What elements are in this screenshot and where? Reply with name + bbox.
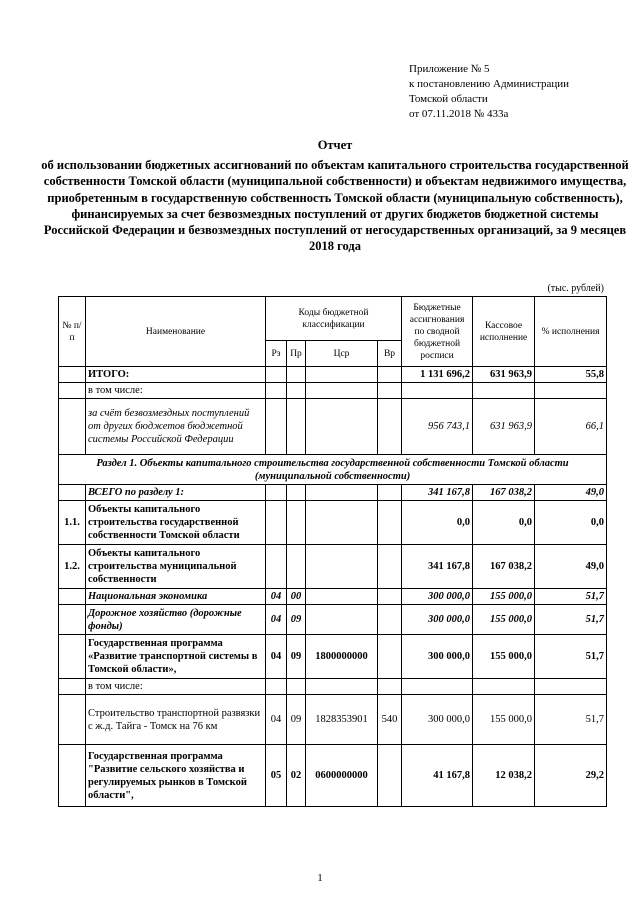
- row-pct: 66,1: [535, 399, 607, 455]
- row-csr: 1828353901: [306, 695, 378, 745]
- table-row-including: [59, 383, 607, 399]
- row-rz: 04: [266, 605, 287, 635]
- table-row-roads: [59, 605, 607, 635]
- row-name: Государственная программа «Развитие транспортной системы в Томской области»,: [86, 635, 266, 679]
- row-cash: 631 963,9: [473, 367, 535, 383]
- row-pct: 55,8: [535, 367, 607, 383]
- row-cash: 12 038,2: [473, 745, 535, 807]
- row-name: Объекты капитального строительства государственной собственности Томской области: [86, 501, 266, 545]
- report-subtitle: об использовании бюджетных ассигнований по объектам капитального строительства государственной собственности Томской области (муниципальной собственности) и объектам недвижимого имущества, приобретенным в государственную собственность Томской области (муниципальную собственность), финансируемых за счет безвозмездных поступлений от других бюджетов бюджетной системы Российской Федерации и безвозмездных поступлений от негосударственных организаций, за 9 месяцев 2018 года: [41, 158, 629, 254]
- row-vr: 540: [378, 695, 402, 745]
- row-name: ИТОГО:: [86, 367, 266, 383]
- row-pr: 00: [287, 589, 306, 605]
- row-cash: 155 000,0: [473, 589, 535, 605]
- header-csr: Цср: [306, 341, 378, 367]
- row-csr: 0600000000: [306, 745, 378, 807]
- row-pr: 09: [287, 695, 306, 745]
- row-pct: 51,7: [535, 605, 607, 635]
- header-vr: Вр: [378, 341, 402, 367]
- report-heading: Отчет: [317, 138, 353, 152]
- table-row-from-other-budgets: [59, 399, 607, 455]
- row-name: Строительство транспортной развязки с ж.д. Тайга - Томск на 76 км: [86, 695, 266, 745]
- header-rz: Рз: [266, 341, 287, 367]
- appendix-line-1: Приложение № 5: [409, 63, 490, 75]
- row-cash: 155 000,0: [473, 695, 535, 745]
- row-cash: 0,0: [473, 501, 535, 545]
- row-pct: 51,7: [535, 589, 607, 605]
- row-budget: 300 000,0: [402, 635, 473, 679]
- appendix-line-4: от 07.11.2018 № 433а: [409, 108, 509, 120]
- row-name: Дорожное хозяйство (дорожные фонды): [86, 605, 266, 635]
- row-name: Национальная экономика: [86, 589, 266, 605]
- row-name: Государственная программа "Развитие сельского хозяйства и регулируемых рынков в Томской области",: [86, 745, 266, 807]
- row-budget: 300 000,0: [402, 589, 473, 605]
- row-rz: 05: [266, 745, 287, 807]
- table-row-1-2: [59, 545, 607, 589]
- row-cash: 167 038,2: [473, 485, 535, 501]
- header-codes: Коды бюджетной классификации: [266, 297, 402, 341]
- header-pr: Пр: [287, 341, 306, 367]
- units-label: (тыс. рублей): [547, 283, 604, 294]
- row-name: ВСЕГО по разделу 1:: [86, 485, 266, 501]
- row-budget: 341 167,8: [402, 545, 473, 589]
- row-budget: 0,0: [402, 501, 473, 545]
- report-title: [40, 137, 630, 254]
- row-rz: 04: [266, 635, 287, 679]
- row-num: 1.2.: [59, 545, 86, 589]
- row-pr: 02: [287, 745, 306, 807]
- table-row-section-1: [59, 455, 607, 485]
- report-table: [58, 296, 607, 807]
- row-pct: 51,7: [535, 695, 607, 745]
- header-name: Наименование: [86, 297, 266, 367]
- row-rz: 04: [266, 589, 287, 605]
- header-cash: Кассовое исполнение: [473, 297, 535, 367]
- row-pct: 0,0: [535, 501, 607, 545]
- row-budget: 300 000,0: [402, 695, 473, 745]
- page-number: 1: [317, 872, 323, 884]
- row-cash: 167 038,2: [473, 545, 535, 589]
- section-title: Раздел 1. Объекты капитального строительства государственной собственности Томской области (муниципальной собственности): [59, 455, 607, 485]
- row-pr: 09: [287, 635, 306, 679]
- row-csr: 1800000000: [306, 635, 378, 679]
- row-pct: 51,7: [535, 635, 607, 679]
- row-pct: 29,2: [535, 745, 607, 807]
- row-budget: 341 167,8: [402, 485, 473, 501]
- table-row-including-2: [59, 679, 607, 695]
- row-num: 1.1.: [59, 501, 86, 545]
- row-budget: 956 743,1: [402, 399, 473, 455]
- header-budget: Бюджетные ассигнования по сводной бюджетной росписи: [402, 297, 473, 367]
- row-name: в том числе:: [86, 679, 266, 695]
- table-row-program-transport: [59, 635, 607, 679]
- header-num: № п/п: [59, 297, 86, 367]
- appendix-line-2: к постановлению Администрации: [409, 78, 570, 90]
- row-cash: 631 963,9: [473, 399, 535, 455]
- row-budget: 41 167,8: [402, 745, 473, 807]
- appendix-block: [409, 62, 569, 122]
- table-header-row: [59, 297, 607, 341]
- row-pct: 49,0: [535, 485, 607, 501]
- row-name: в том числе:: [86, 383, 266, 399]
- row-pr: 09: [287, 605, 306, 635]
- row-pct: 49,0: [535, 545, 607, 589]
- row-rz: 04: [266, 695, 287, 745]
- row-budget: 300 000,0: [402, 605, 473, 635]
- table-row-section-total: [59, 485, 607, 501]
- table-row-1-1: [59, 501, 607, 545]
- header-pct: % исполнения: [535, 297, 607, 367]
- table-row-program-agriculture: [59, 745, 607, 807]
- row-cash: 155 000,0: [473, 635, 535, 679]
- row-name: за счёт безвозмездных поступлений от других бюджетов бюджетной системы Российской Федерации: [86, 399, 266, 455]
- appendix-line-3: Томской области: [409, 93, 488, 105]
- row-budget: 1 131 696,2: [402, 367, 473, 383]
- table-row-national-economy: [59, 589, 607, 605]
- table-row-taiga-interchange: [59, 695, 607, 745]
- row-cash: 155 000,0: [473, 605, 535, 635]
- table-row-total: [59, 367, 607, 383]
- row-name: Объекты капитального строительства муниципальной собственности: [86, 545, 266, 589]
